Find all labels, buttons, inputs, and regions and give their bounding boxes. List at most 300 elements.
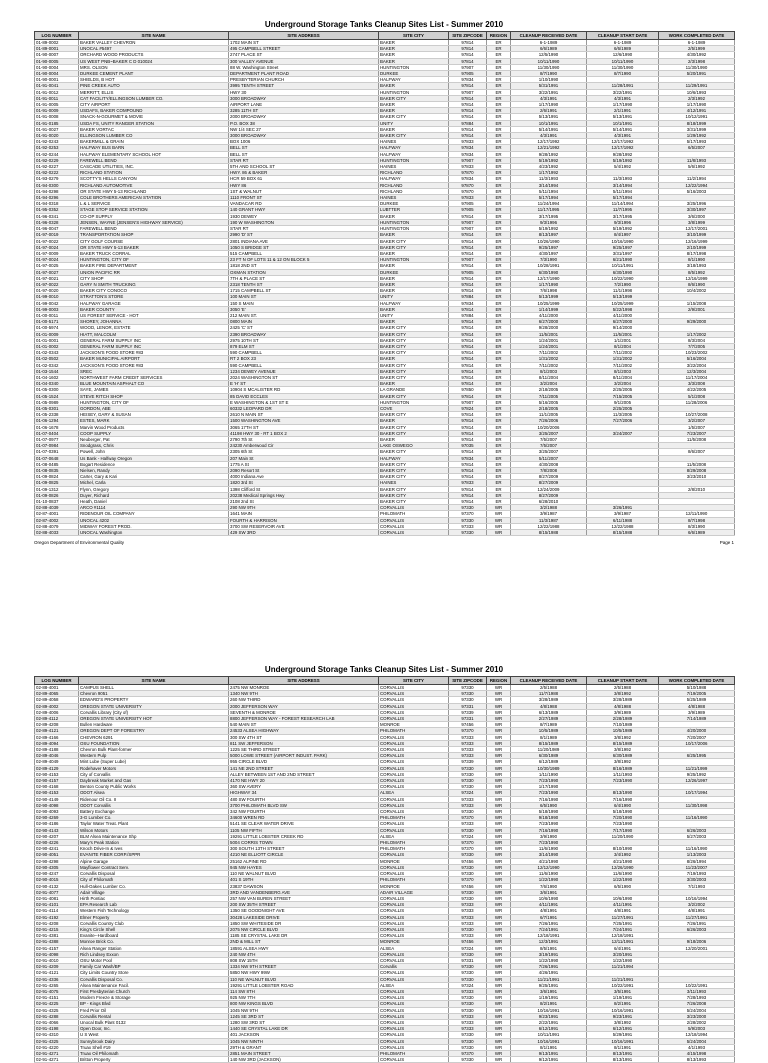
cell-log-number: 01-01-0002 (35, 343, 79, 349)
cell-site-city: HUNTINGTON (379, 257, 449, 263)
cell-log-number: 01-00-5974 (35, 325, 79, 331)
cell-site-city: HUNTINGTON (379, 399, 449, 405)
cell-site-address: AIRPORT LANE (229, 102, 379, 108)
cell-cleanup-start-date: 4/3/1991 (587, 133, 659, 139)
cell-cleanup-received-date: 10/28/1991 (511, 263, 587, 269)
cell-site-city: CORVALLIS (379, 988, 449, 994)
cell-cleanup-received-date: 5/31/1991 (511, 83, 587, 89)
cell-work-completed-date: 3/22/2004 (659, 362, 735, 368)
cell-cleanup-received-date: 11/7/1988 (511, 691, 587, 697)
cell-site-city: BAKER (379, 52, 449, 58)
table-header-row (35, 677, 735, 685)
cell-cleanup-received-date: 10/1/1991 (511, 120, 587, 126)
cell-site-city: BAKER CITY (379, 486, 449, 492)
cell-work-completed-date: 8/17/1998 (659, 250, 735, 256)
cell-site-zipcode: 97324 (449, 833, 487, 839)
table-row (35, 350, 735, 356)
cell-region: WR (487, 871, 511, 877)
cell-site-city: HUNTINGTON (379, 89, 449, 95)
sites-table (34, 676, 735, 1063)
cell-cleanup-start-date: 3/14/1994 (587, 182, 659, 188)
cell-cleanup-start-date: 6/4/1991 (587, 945, 659, 951)
cell-work-completed-date: 3/11/1993 (659, 988, 735, 994)
cell-region: WR (487, 852, 511, 858)
cell-cleanup-received-date: 8/2/1991 (511, 1001, 587, 1007)
cell-site-zipcode: 97834 (449, 145, 487, 151)
cell-work-completed-date: 3/18/1993 (659, 263, 735, 269)
cell-site-address: 2075 NW CIRCLE BLVD (229, 926, 379, 932)
cell-log-number: 01-91-0008 (35, 114, 79, 120)
cell-log-number: 01-92-0244 (35, 151, 79, 157)
cell-cleanup-start-date: 10/16/1990 (587, 238, 659, 244)
cell-cleanup-received-date: 7/26/1991 (511, 964, 587, 970)
cell-site-city: CORVALLIS (379, 747, 449, 753)
cell-cleanup-start-date: 4/8/1988 (587, 703, 659, 709)
cell-site-address: 24533 ALSEA HIGHWAY (229, 728, 379, 734)
cell-cleanup-start-date: 11/21/1994 (587, 964, 659, 970)
cell-site-zipcode: 97330 (449, 778, 487, 784)
cell-site-address: 18591 ALSEA HWY (229, 945, 379, 951)
cell-site-name: Monroe Brick Co. (79, 939, 229, 945)
cell-site-address: 401 S 19TH (229, 877, 379, 883)
cell-cleanup-received-date: 1/14/1999 (511, 306, 587, 312)
cell-site-city: BAKER (379, 381, 449, 387)
cell-region: WR (487, 734, 511, 740)
cell-region: ER (487, 294, 511, 300)
cell-work-completed-date: 7/19/1993 (659, 871, 735, 877)
cell-site-name: Mint Lube (Super Lube) (79, 759, 229, 765)
cell-log-number: 01-07-0391 (35, 449, 79, 455)
cell-region: ER (487, 486, 511, 492)
cell-site-address: 300 SW 4TH ST (229, 734, 379, 740)
cell-log-number: 02-87-4001 (35, 511, 79, 517)
cell-site-zipcode: 97814 (449, 52, 487, 58)
table-row (35, 381, 735, 387)
cell-log-number: 02-89-4049 (35, 759, 79, 765)
cell-work-completed-date: 7/1/1993 (659, 883, 735, 889)
cell-site-name: Snodgrass, Chris (79, 443, 229, 449)
cell-site-name: OR STATE HWY 5-13 RICHLAND (79, 188, 229, 194)
cell-site-city: CORVALLIS (379, 697, 449, 703)
cell-log-number: 01-94-0318 (35, 201, 79, 207)
cell-site-address: 7TH & PLACE ST (229, 275, 379, 281)
cell-log-number: 02-90-4247 (35, 871, 79, 877)
cell-site-name: OREGON STATE UNIVERSITY HOT (79, 716, 229, 722)
cell-site-name: Corvallis Disposal Co. (79, 976, 229, 982)
cell-cleanup-received-date: 4/21/1990 (511, 858, 587, 864)
cell-region: WR (487, 759, 511, 765)
cell-site-zipcode: 97330 (449, 895, 487, 901)
cell-log-number: 02-90-4132 (35, 883, 79, 889)
cell-site-zipcode: 97339 (449, 759, 487, 765)
cell-site-name: Daybreak Market and Gas (79, 778, 229, 784)
cell-site-name: Western Fish Technology (79, 908, 229, 914)
cell-cleanup-received-date: 9/28/1992 (511, 151, 587, 157)
cell-site-address: 3285 11TH ST (229, 108, 379, 114)
column-header-work-completed-date: WORK COMPLETED DATE (659, 32, 735, 40)
cell-site-address: 495 CAMPBELL STREET (229, 46, 379, 52)
cell-log-number: 02-91-4208 (35, 920, 79, 926)
cell-site-city: ALSEA (379, 833, 449, 839)
cell-site-address: 811 SW JEFFERSON (229, 740, 379, 746)
cell-site-zipcode: 97331 (449, 957, 487, 963)
cell-work-completed-date: 2/3/1992 (659, 95, 735, 101)
cell-site-address: 945 NW HAYES (229, 864, 379, 870)
cell-site-address: 114 SW 8TH (229, 988, 379, 994)
cell-site-name: COOP SUPPLY (79, 430, 229, 436)
cell-site-name: CO-OP SUPPLY (79, 213, 229, 219)
cell-cleanup-received-date: 1/31/2002 (511, 356, 587, 362)
cell-work-completed-date: 10/4/2002 (659, 288, 735, 294)
cell-site-city: BAKER CITY (379, 424, 449, 430)
cell-site-city: HUNTINGTON (379, 226, 449, 232)
cell-region: ER (487, 139, 511, 145)
cell-cleanup-start-date: 6/5/1990 (587, 883, 659, 889)
cell-cleanup-start-date: 10/11/1990 (587, 58, 659, 64)
cell-cleanup-received-date: 3/17/1995 (511, 213, 587, 219)
cell-cleanup-received-date: 9/23/1991 (511, 1013, 587, 1019)
cell-site-address: 19291 LITTLE LOBSTER CREEK RD (229, 833, 379, 839)
cell-site-address: 3RD AND VANDENBERG AVE (229, 889, 379, 895)
cell-cleanup-start-date: 9/1/2005 (587, 399, 659, 405)
cell-log-number: 01-96-0328 (35, 219, 79, 225)
cell-cleanup-start-date: 1/17/1990 (587, 102, 659, 108)
cell-log-number: 02-91-4288 (35, 1013, 79, 1019)
cell-site-city: CORVALLIS (379, 685, 449, 691)
cell-region: WR (487, 939, 511, 945)
cell-site-name: Fred Prior Oil (79, 1007, 229, 1013)
cell-site-name: Chevron Bulk Plant-former (79, 747, 229, 753)
cell-site-address: 1234 DEWEY AVENUE (229, 368, 379, 374)
cell-site-address: STAR RT (229, 157, 379, 163)
cell-log-number: 02-91-4075 (35, 988, 79, 994)
cell-log-number: 02-89-4046 (35, 753, 79, 759)
cell-site-name: BAKERMILL & GRAIN (79, 139, 229, 145)
cell-cleanup-received-date: 11/3/1987 (511, 517, 587, 523)
cell-site-address: 2475 NW MONROE (229, 685, 379, 691)
cell-cleanup-received-date: 2/18/2005 (511, 405, 587, 411)
cell-work-completed-date: 10/17/2006 (659, 740, 735, 746)
column-header-site-zipcode: SITE ZIPCODE (449, 32, 487, 40)
cell-site-city: BAKER CITY (379, 343, 449, 349)
cell-cleanup-start-date: 4/8/1991 (587, 908, 659, 914)
cell-cleanup-start-date: 9/3/1996 (587, 219, 659, 225)
cell-region: ER (487, 492, 511, 498)
cell-log-number: 01-01-0001 (35, 337, 79, 343)
cell-log-number: 02-90-4098 (35, 802, 79, 808)
cell-site-address: 5000 LOWE STREET (AIRPORT INDUST. PARK) (229, 753, 379, 759)
cell-region: ER (487, 468, 511, 474)
cell-cleanup-received-date: 11/30/1990 (511, 64, 587, 70)
cell-cleanup-received-date: 7/6/1990 (511, 883, 587, 889)
cell-region: ER (487, 126, 511, 132)
cell-site-zipcode: 97814 (449, 437, 487, 443)
cell-site-name: Knoch Drive-In & Ives (79, 846, 229, 852)
cell-cleanup-start-date: 3/22/1991 (587, 89, 659, 95)
cell-cleanup-start-date: 8/15/1989 (587, 740, 659, 746)
cell-log-number: 02-90-4153 (35, 790, 79, 796)
cell-site-name: NORTHWEST FARM CREDIT SERVICES (79, 374, 229, 380)
cell-work-completed-date: 11/29/1991 (659, 83, 735, 89)
cell-site-name: OREGON DEPT OF FORESTRY (79, 728, 229, 734)
cell-site-zipcode: 97330 (449, 889, 487, 895)
cell-region: WR (487, 827, 511, 833)
cell-site-city: BAKER CITY (379, 499, 449, 505)
cell-cleanup-received-date: 11/6/1990 (511, 846, 587, 852)
cell-log-number: 01-90-0004 (35, 71, 79, 77)
cell-site-zipcode: 97330 (449, 1044, 487, 1050)
cell-cleanup-received-date: 11/1/2005 (511, 412, 587, 418)
cell-site-address: 429 SW 3RD (229, 530, 379, 536)
cell-log-number: 01-97-0009 (35, 250, 79, 256)
cell-site-city: BAKER (379, 102, 449, 108)
cell-cleanup-received-date: 5/18/1990 (511, 809, 587, 815)
cell-region: ER (487, 89, 511, 95)
cell-site-city: CORVALLIS (379, 753, 449, 759)
cell-region: ER (487, 480, 511, 486)
cell-work-completed-date: 7/23/2007 (659, 430, 735, 436)
cell-cleanup-received-date: 4/30/2008 (511, 461, 587, 467)
cell-site-zipcode: 97370 (449, 846, 487, 852)
cell-site-name: HUNTINGTON, CITY OF (79, 257, 229, 263)
cell-cleanup-start-date: 9/28/1992 (587, 151, 659, 157)
cell-site-address: 0800 MAIN (229, 319, 379, 325)
cell-site-address: 1050 S BRIDGE ST (229, 244, 379, 250)
cell-log-number: 02-89-4188 (35, 747, 79, 753)
cell-log-number: 02-91-4310 (35, 1032, 79, 1038)
cell-cleanup-start-date: 3/24/2007 (587, 430, 659, 436)
cell-site-zipcode: 97330 (449, 827, 487, 833)
cell-cleanup-start-date: 3/9/1987 (587, 511, 659, 517)
cell-site-name: EVANITE FIBER CORP./SPPR (79, 852, 229, 858)
cell-region: WR (487, 833, 511, 839)
cell-cleanup-received-date: 3/22/1991 (511, 89, 587, 95)
cell-site-address: 1702 MAIN ST (229, 40, 379, 46)
cell-log-number: 02-89-4002 (35, 703, 79, 709)
cell-site-city: CORVALLIS (379, 852, 449, 858)
cell-site-zipcode: 97330 (449, 871, 487, 877)
table-row (35, 716, 735, 722)
cell-cleanup-received-date: 4/30/1997 (511, 250, 587, 256)
cell-log-number: 01-91-0185 (35, 120, 79, 126)
cell-region: ER (487, 418, 511, 424)
cell-site-name: UNOCAL Washington (79, 530, 229, 536)
column-header-cleanup-start-date: CLEANUP START DATE (587, 32, 659, 40)
cell-cleanup-received-date: 9/12/1991 (511, 1057, 587, 1063)
cell-site-zipcode: 97814 (449, 114, 487, 120)
cell-cleanup-start-date: 6/12/1991 (587, 1026, 659, 1032)
cell-cleanup-received-date: 8/27/2009 (511, 492, 587, 498)
cell-region: WR (487, 709, 511, 715)
cell-region: WR (487, 802, 511, 808)
cell-cleanup-received-date: 11/20/1989 (511, 747, 587, 753)
cell-region: WR (487, 778, 511, 784)
cell-cleanup-received-date: 4/11/2000 (511, 312, 587, 318)
cell-site-address: 925 NW 7TH (229, 995, 379, 1001)
table-row (35, 356, 735, 362)
cell-work-completed-date: 9/18/2006 (659, 939, 735, 945)
cell-site-zipcode: 97330 (449, 964, 487, 970)
cell-site-name: Rodehaver Motors (79, 765, 229, 771)
cell-log-number: 01-08-0835 (35, 468, 79, 474)
footer-agency: Oregon Department of Environmental Quality (34, 540, 125, 545)
cell-site-zipcode: 97814 (449, 430, 487, 436)
table-row (35, 58, 735, 64)
cell-work-completed-date: 11/30/1998 (659, 802, 735, 808)
cell-log-number: 02-90-4207 (35, 833, 79, 839)
cell-site-address: 190 W WASHINGTON (229, 219, 379, 225)
cell-site-address: OXMAN STATION (229, 269, 379, 275)
cell-cleanup-start-date: 8/1/2004 (587, 343, 659, 349)
cell-site-name: CITY GOLF COURSE (79, 238, 229, 244)
cell-region: WR (487, 976, 511, 982)
cell-site-city: CORVALLIS (379, 1044, 449, 1050)
cell-site-city: CORVALLIS (379, 1019, 449, 1025)
cell-cleanup-received-date: 9/18/1990 (511, 815, 587, 821)
cell-site-name: HALFWAY GARAGE (79, 300, 229, 306)
cell-cleanup-start-date: 1/19/1991 (587, 995, 659, 1001)
cell-site-address: VANDACAR RD (229, 201, 379, 207)
cell-site-zipcode: 97814 (449, 126, 487, 132)
cell-site-address: P.O. BOX 38 (229, 120, 379, 126)
cell-log-number: 02-89-4166 (35, 734, 79, 740)
cell-site-name: Corvallis Country Club (79, 920, 229, 926)
cell-site-city: RICHLAND (379, 188, 449, 194)
cell-site-name: CAT FACILITY/ELLINGSON LUMBER CO. (79, 95, 229, 101)
cell-work-completed-date: 12/16/1999 (659, 238, 735, 244)
cell-site-city: UNITY (379, 294, 449, 300)
cell-site-city: MONROE (379, 722, 449, 728)
cell-log-number: 01-99-0003 (35, 306, 79, 312)
cell-log-number: 02-90-4143 (35, 827, 79, 833)
cell-site-zipcode: 97870 (449, 182, 487, 188)
cell-work-completed-date: 11/27/1991 (659, 914, 735, 920)
cell-site-address: 88 W. Washington Street (229, 64, 379, 70)
cell-site-city: CORVALLIS (379, 691, 449, 697)
cell-region: WR (487, 1050, 511, 1056)
cell-region: ER (487, 52, 511, 58)
cell-site-name: GENERAL FARM SUPPLY INC (79, 343, 229, 349)
cell-site-address: 23 FT N OF LOTS 11 & 12 ON BLOCK 5 (229, 257, 379, 263)
cell-site-city: CORVALLIS (379, 709, 449, 715)
cell-log-number: 01-95-0352 (35, 207, 79, 213)
cell-site-name: Battery Exchange (79, 809, 229, 815)
cell-site-address: ALLEY BETWEEN 1ST AND 2ND STREET (229, 771, 379, 777)
cell-cleanup-received-date: 12/24/2009 (511, 486, 587, 492)
cell-region: ER (487, 188, 511, 194)
cell-site-city: BAKER CITY (379, 238, 449, 244)
cell-log-number: 02-91-4157 (35, 945, 79, 951)
cell-site-address: 1185 SE CRYSTAL LAKE DR (229, 933, 379, 939)
cell-cleanup-received-date: 9/3/1996 (511, 219, 587, 225)
cell-log-number: 02-89-4129 (35, 765, 79, 771)
cell-site-zipcode: 97814 (449, 213, 487, 219)
cell-cleanup-start-date: 7/20/1990 (587, 815, 659, 821)
cell-site-name: ODOT Corvallis (79, 802, 229, 808)
cell-site-zipcode: 97905 (449, 71, 487, 77)
cell-site-city: CORVALLIS (379, 1013, 449, 1019)
cell-cleanup-start-date: 7/15/2005 (587, 393, 659, 399)
cell-site-zipcode: 97814 (449, 263, 487, 269)
cell-site-address: 85 DAVID ECCLES (229, 393, 379, 399)
cell-site-city: MONROE (379, 858, 449, 864)
cell-site-name: CHEVRON 6291 (79, 734, 229, 740)
cell-site-address: 25162 ALPINE RD (229, 858, 379, 864)
table-row (35, 362, 735, 368)
cell-cleanup-received-date: 5/13/1999 (511, 294, 587, 300)
cell-site-zipcode: 97814 (449, 343, 487, 349)
cell-site-address: 5141 SE CLEAR WATER DRIVE (229, 821, 379, 827)
cell-cleanup-received-date: 7/26/1991 (511, 920, 587, 926)
cell-cleanup-received-date: 8/1/2003 (511, 368, 587, 374)
cell-region: ER (487, 430, 511, 436)
cell-site-address: 1440 SE CRYSTAL LAKE DR (229, 1026, 379, 1032)
cell-work-completed-date: 3/6/2000 (659, 213, 735, 219)
cell-region: WR (487, 722, 511, 728)
cell-site-address: 2000 JEFFERSON WAY (229, 703, 379, 709)
cell-site-city: CORVALLIS (379, 926, 449, 932)
cell-site-zipcode: 97907 (449, 257, 487, 263)
cell-log-number: 02-91-4066 (35, 1019, 79, 1025)
cell-work-completed-date: 6/5/2007 (659, 145, 735, 151)
cell-cleanup-received-date: 6/28/2010 (511, 499, 587, 505)
cell-site-name: HEISEY, GARY & SUSAN (79, 412, 229, 418)
cell-site-zipcode: 97333 (449, 1013, 487, 1019)
cell-cleanup-received-date: 7/23/1990 (511, 840, 587, 846)
cell-cleanup-received-date: 12/5/1990 (511, 52, 587, 58)
cell-work-completed-date: 1/17/2002 (659, 331, 735, 337)
cell-cleanup-received-date: 1/22/1990 (511, 877, 587, 883)
cell-site-name: COLE BROTHERS AMERICAN STATION (79, 195, 229, 201)
cell-site-address: STAR RT (229, 226, 379, 232)
cell-site-city: CORVALLIS (379, 951, 449, 957)
cell-site-name: Bullen Hardware (79, 722, 229, 728)
cell-site-zipcode: 97333 (449, 920, 487, 926)
cell-site-name: Modern Freeze & Storage (79, 995, 229, 1001)
cell-work-completed-date: 5/9/2003 (659, 1026, 735, 1032)
cell-work-completed-date: 6-1-1989 (659, 40, 735, 46)
cell-cleanup-start-date: 5/19/1992 (587, 157, 659, 163)
cell-site-name: MIDWAY FOREST PROD. (79, 523, 229, 529)
cell-cleanup-start-date: 9/25/1997 (587, 244, 659, 250)
cell-cleanup-start-date: 6/30/1989 (587, 753, 659, 759)
cell-site-zipcode: 97330 (449, 995, 487, 1001)
cell-site-zipcode: 97905 (449, 269, 487, 275)
cell-site-zipcode: 97333 (449, 988, 487, 994)
cell-region: WR (487, 883, 511, 889)
cell-site-city: BAKER CITY (379, 325, 449, 331)
cell-log-number: 02-91-4381 (35, 933, 79, 939)
cell-cleanup-start-date: 11/3/2005 (587, 412, 659, 418)
cell-site-address: 1641 MAIN (229, 511, 379, 517)
cell-cleanup-received-date: 10/16/1991 (511, 1038, 587, 1044)
cell-region: ER (487, 232, 511, 238)
cell-region: WR (487, 1026, 511, 1032)
cell-cleanup-received-date: 8/13/1997 (511, 232, 587, 238)
cell-log-number: 02-87-4002 (35, 517, 79, 523)
cell-cleanup-start-date: 7/16/1990 (587, 796, 659, 802)
cell-region: ER (487, 499, 511, 505)
cell-cleanup-received-date: 8/1/1989 (511, 734, 587, 740)
cell-cleanup-start-date: 12/11/1991 (587, 939, 659, 945)
cell-log-number: 01-97-0024 (35, 257, 79, 263)
cell-site-zipcode: 97814 (449, 381, 487, 387)
cell-work-completed-date: 8/29/2008 (659, 468, 735, 474)
cell-cleanup-start-date: 1/11/1993 (587, 771, 659, 777)
cell-region: ER (487, 325, 511, 331)
cell-site-name: Truax Oil Philomath (79, 1050, 229, 1056)
cell-site-address: 1398 Clifford St (229, 486, 379, 492)
